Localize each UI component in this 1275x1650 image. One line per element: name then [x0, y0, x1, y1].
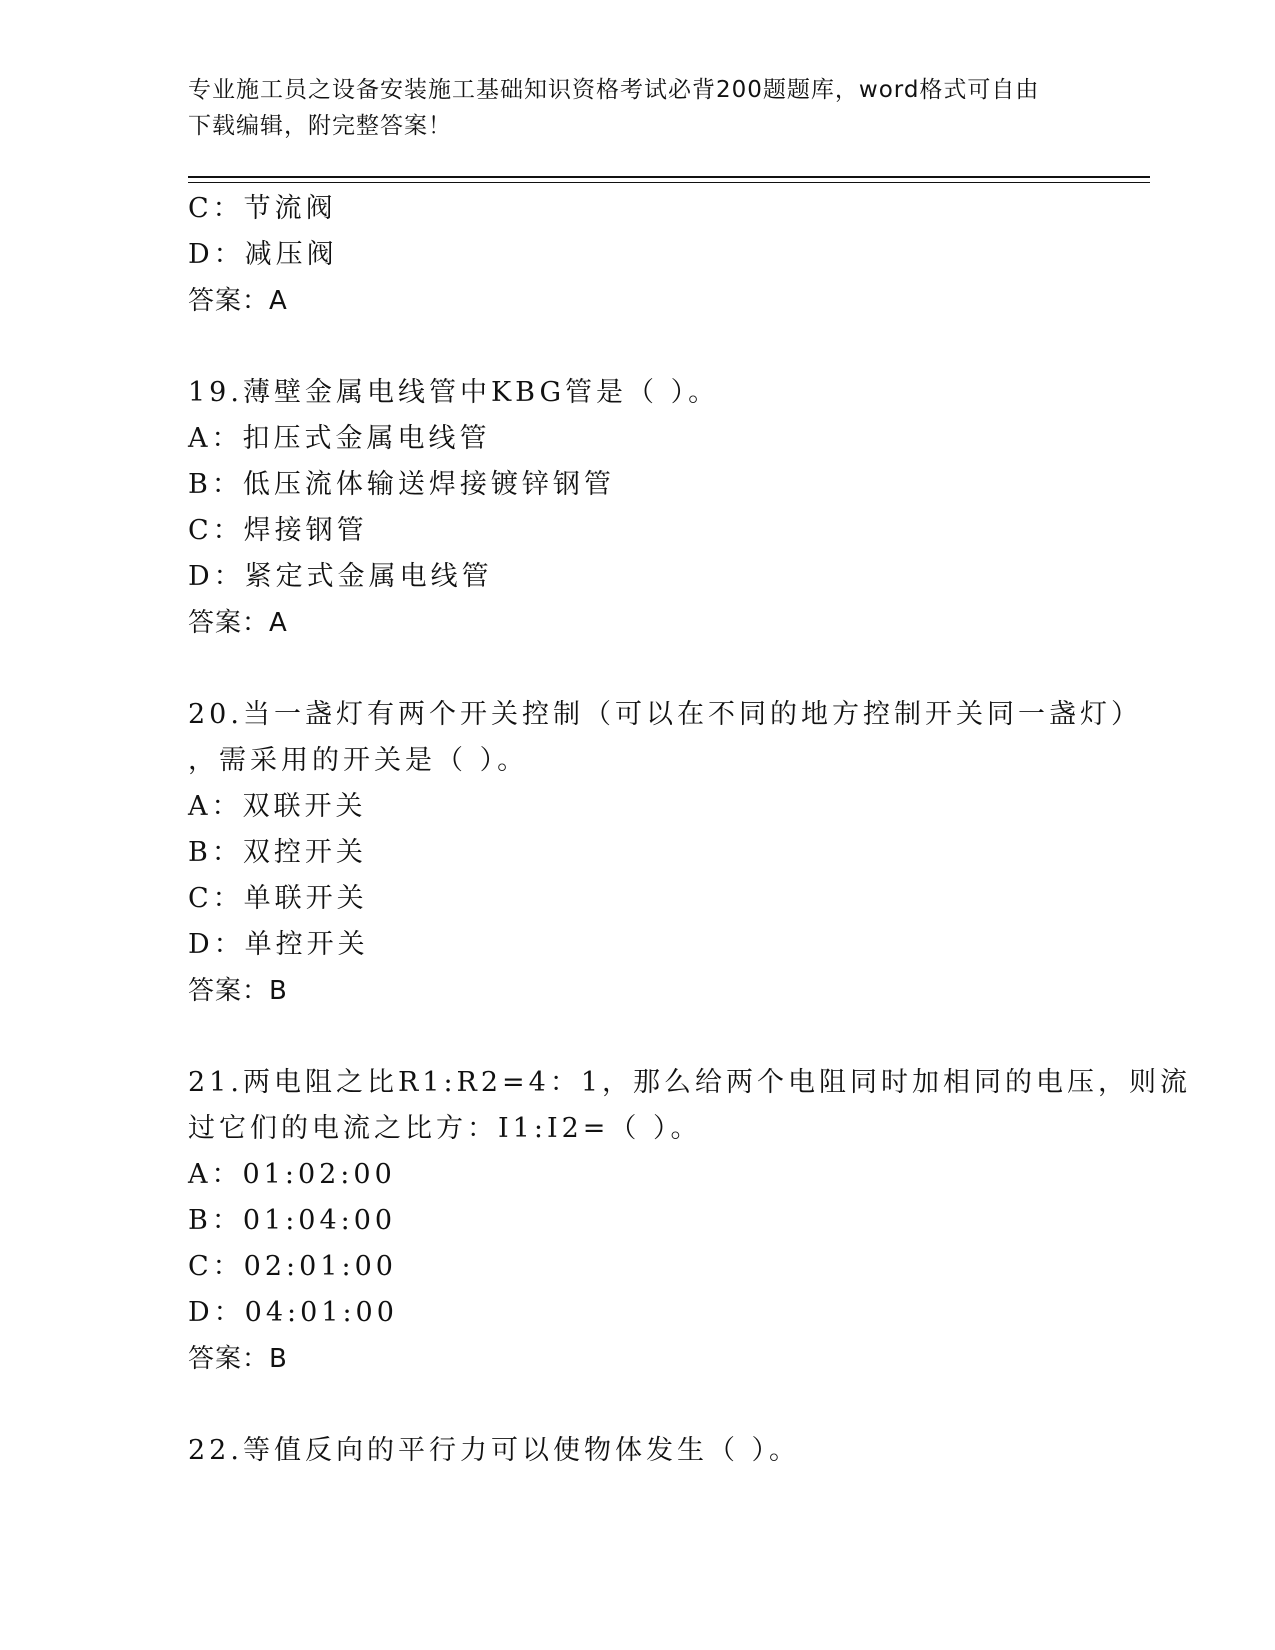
- header-line-2: 下载编辑，附完整答案！: [188, 113, 452, 139]
- question-21: [188, 1060, 1192, 1382]
- question-stem-line-2: 过它们的电流之比方：I1:I2=（ ）。: [188, 1113, 702, 1144]
- question-22: [188, 1428, 1118, 1474]
- header-line-1: 专业施工员之设备安装施工基础知识资格考试必背200题题库，word格式可自由: [188, 77, 1040, 103]
- option-a: A：01:02:00: [188, 1159, 396, 1190]
- header-divider-thick: [188, 176, 1150, 178]
- question-list: [188, 186, 1192, 1474]
- document-header: [188, 72, 1088, 144]
- option-c: C：02:01:00: [188, 1251, 397, 1282]
- answer-line: 答案：B: [188, 1344, 288, 1374]
- spacer: [188, 1382, 1118, 1428]
- answer-line: 答案：B: [188, 976, 288, 1006]
- spacer: [188, 1014, 1118, 1060]
- question-stem-line-1: 20.当一盏灯有两个开关控制（可以在不同的地方控制开关同一盏灯）: [188, 699, 1142, 730]
- option-b: B：低压流体输送焊接镀锌钢管: [188, 469, 615, 500]
- option-c: C：焊接钢管: [188, 515, 368, 546]
- question-20: [188, 692, 1142, 1014]
- option-b: B：双控开关: [188, 837, 367, 868]
- question-19: [188, 370, 1118, 646]
- answer-line: 答案：A: [188, 286, 288, 316]
- question-stem: 22.等值反向的平行力可以使物体发生（ ）。: [188, 1435, 801, 1466]
- option-a: A：双联开关: [188, 791, 367, 822]
- header-divider-thin: [188, 182, 1150, 183]
- option-b: B：01:04:00: [188, 1205, 397, 1236]
- question-stem-line-2: ，需采用的开关是（ ）。: [188, 745, 529, 776]
- option-c: C：单联开关: [188, 883, 368, 914]
- option-d: D：紧定式金属电线管: [188, 561, 493, 592]
- question-18-tail: [188, 186, 1118, 324]
- option-a: A：扣压式金属电线管: [188, 423, 491, 454]
- answer-line: 答案：A: [188, 608, 288, 638]
- question-stem-line-1: 21.两电阻之比R1:R2=4：1，那么给两个电阻同时加相同的电压，则流: [188, 1067, 1192, 1098]
- option-d: D：减压阀: [188, 239, 338, 270]
- spacer: [188, 646, 1118, 692]
- option-d: D：单控开关: [188, 929, 369, 960]
- option-c: C：节流阀: [188, 193, 337, 224]
- question-stem: 19.薄壁金属电线管中KBG管是（ ）。: [188, 377, 720, 408]
- option-d: D：04:01:00: [188, 1297, 398, 1328]
- spacer: [188, 324, 1118, 370]
